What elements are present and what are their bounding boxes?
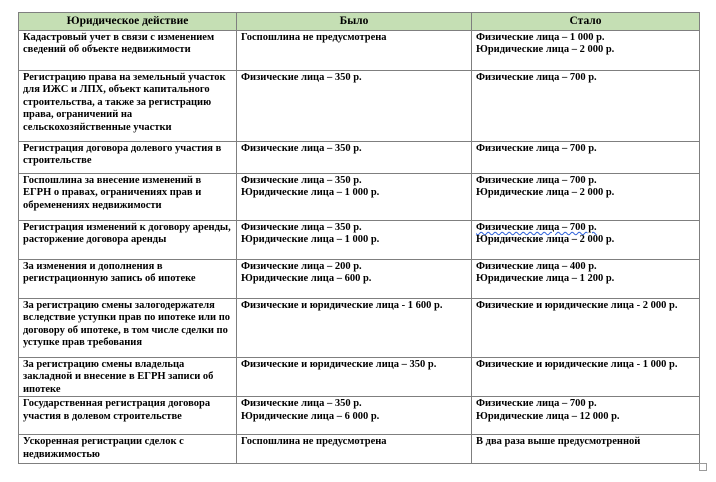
after-cell xyxy=(472,142,700,174)
before-line: Госпошлина не предусмотрена xyxy=(241,436,387,448)
header-action: Юридическое действие xyxy=(19,13,237,31)
header-before: Было xyxy=(237,13,472,31)
after-line: В два раза выше предусмотренной xyxy=(476,436,641,448)
table-header-row xyxy=(19,13,700,31)
after-cell xyxy=(472,31,700,71)
before-cell xyxy=(237,142,472,174)
table-row xyxy=(19,358,700,397)
after-line: Физические лица – 700 р. xyxy=(476,175,597,186)
before-line: Юридические лица – 1 000 р. xyxy=(241,187,380,199)
action-cell: За регистрацию смены залогодержателя вследствие уступки прав по ипотеке или по договору об ипотеке, в том числе сделки по уступке прав требования xyxy=(19,299,237,358)
before-line: Физические лица – 350 р. xyxy=(241,398,362,410)
after-line: Физические лица – 700 р. xyxy=(476,398,597,410)
header-after: Стало xyxy=(472,13,700,31)
before-cell xyxy=(237,299,472,358)
action-cell: Госпошлина за внесение изменений в ЕГРН о правах, ограничениях прав и обременениях недвижимости xyxy=(19,174,237,221)
before-line: Физические лица – 350 р. xyxy=(241,143,362,154)
after-cell xyxy=(472,260,700,299)
before-cell xyxy=(237,221,472,260)
fee-comparison-table xyxy=(18,12,700,464)
before-cell xyxy=(237,435,472,464)
table-row xyxy=(19,174,700,221)
after-line: Юридические лица – 12 000 р. xyxy=(476,410,620,422)
after-line: Физические и юридические лица - 1 000 р. xyxy=(476,359,678,370)
after-cell xyxy=(472,299,700,358)
after-line: Юридические лица – 2 000 р. xyxy=(476,187,615,199)
before-line: Физические лица – 350 р. xyxy=(241,72,362,83)
after-line: Физические лица – 400 р. xyxy=(476,261,597,272)
action-cell: Регистрацию права на земельный участок для ИЖС и ЛПХ, объект капитального строительства, а также за регистрацию права, ограничений на сельскохозяйственные участки xyxy=(19,71,237,142)
after-cell xyxy=(472,71,700,142)
before-line: Физические лица – 200 р. xyxy=(241,261,362,272)
action-cell: Ускоренная регистрации сделок с недвижимостью xyxy=(19,435,237,464)
before-line: Юридические лица – 6 000 р. xyxy=(241,410,380,422)
before-cell xyxy=(237,397,472,435)
before-line: Физические и юридические лица – 350 р. xyxy=(241,359,437,370)
table-resize-handle[interactable] xyxy=(699,463,707,471)
before-line: Госпошлина не предусмотрена xyxy=(241,32,387,43)
before-line: Юридические лица – 1 000 р. xyxy=(241,234,380,246)
after-cell xyxy=(472,435,700,464)
table-row xyxy=(19,299,700,358)
before-line: Физические лица – 350 р. xyxy=(241,175,362,186)
after-cell xyxy=(472,358,700,397)
after-line: Физические лица – 700 р. xyxy=(476,72,597,83)
after-line: Юридические лица – 2 000 р. xyxy=(476,234,615,246)
after-line: Юридические лица – 2 000 р. xyxy=(476,44,615,56)
before-line: Юридические лица – 600 р. xyxy=(241,273,372,285)
table-row xyxy=(19,260,700,299)
after-line: Физические лица – 1 000 р. xyxy=(476,32,605,43)
table-row xyxy=(19,221,700,260)
action-cell: За изменения и дополнения в регистрационную запись об ипотеке xyxy=(19,260,237,299)
after-line: Физические лица – 700 р. xyxy=(476,143,597,154)
after-cell xyxy=(472,174,700,221)
action-cell: Кадастровый учет в связи с изменением сведений об объекте недвижимости xyxy=(19,31,237,71)
after-cell xyxy=(472,221,700,260)
table-row xyxy=(19,31,700,71)
after-cell xyxy=(472,397,700,435)
after-line: Юридические лица – 1 200 р. xyxy=(476,273,615,285)
table-row xyxy=(19,435,700,464)
before-line: Физические и юридические лица - 1 600 р. xyxy=(241,300,443,311)
before-cell xyxy=(237,260,472,299)
table-row xyxy=(19,71,700,142)
table-row xyxy=(19,397,700,435)
table-row xyxy=(19,142,700,174)
action-cell: Регистрация договора долевого участия в строительстве xyxy=(19,142,237,174)
after-line: Физические и юридические лица - 2 000 р. xyxy=(476,300,678,311)
before-cell xyxy=(237,358,472,397)
action-cell: Регистрация изменений к договору аренды, расторжение договора аренды xyxy=(19,221,237,260)
before-cell xyxy=(237,31,472,71)
before-line: Физические лица – 350 р. xyxy=(241,222,362,233)
before-cell xyxy=(237,71,472,142)
after-line: Физические лица – 700 р. xyxy=(476,222,597,233)
before-cell xyxy=(237,174,472,221)
action-cell: За регистрацию смены владельца закладной и внесение в ЕГРН записи об ипотеке xyxy=(19,358,237,397)
action-cell: Государственная регистрация договора участия в долевом строительстве xyxy=(19,397,237,435)
